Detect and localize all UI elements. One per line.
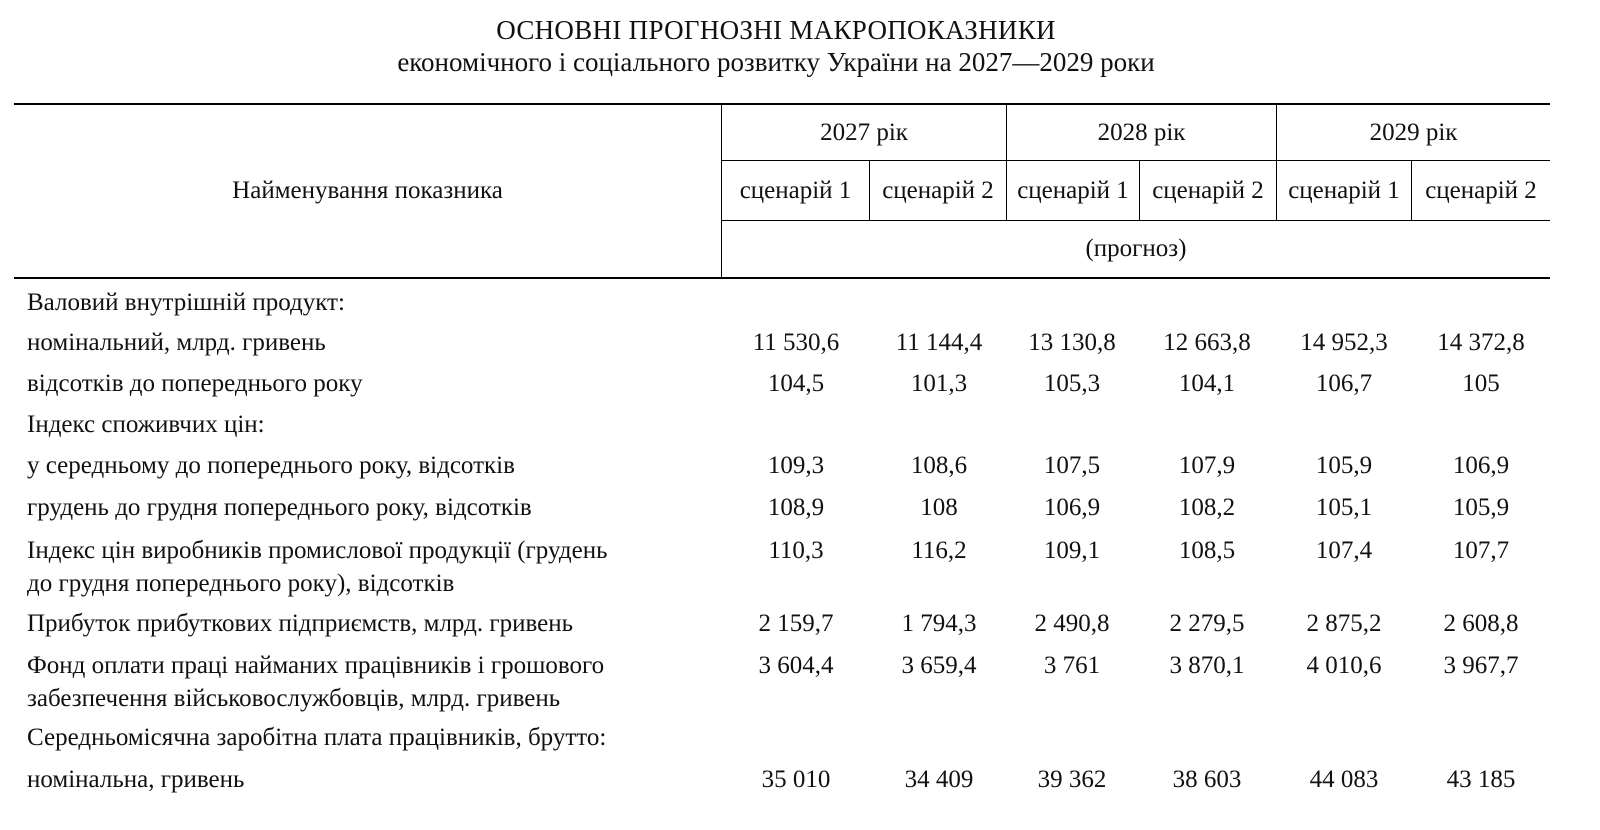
document-title: ОСНОВНІ ПРОГНОЗНІ МАКРОПОКАЗНИКИ xyxy=(496,15,1056,45)
value-cell: 108,9 xyxy=(767,494,825,521)
indicator-label: номінальний, млрд. гривень xyxy=(27,329,326,356)
value-cell: 106,7 xyxy=(1315,370,1373,397)
value-cell: 38 603 xyxy=(1172,766,1242,793)
value-cell: 11 530,6 xyxy=(752,329,840,356)
value-cell: 105,9 xyxy=(1452,494,1510,521)
column-header-year: 2029 рік xyxy=(1369,118,1458,146)
indicator-label: відсотків до попереднього року xyxy=(27,370,363,397)
value-cell: 14 952,3 xyxy=(1300,329,1388,356)
value-cell: 104,5 xyxy=(767,370,825,397)
column-header-scenario: сценарій 2 xyxy=(882,176,994,204)
indicator-label: Індекс споживчих цін: xyxy=(27,411,265,438)
indicator-label: Середньомісячна заробітна плата працівників, брутто: xyxy=(27,724,607,751)
column-header-name: Найменування показника xyxy=(232,177,503,204)
value-cell: 44 083 xyxy=(1309,766,1379,793)
value-cell: 3 604,4 xyxy=(758,652,834,679)
value-cell: 105 xyxy=(1462,370,1500,397)
header-bottom-rule xyxy=(14,277,1550,279)
value-cell: 107,4 xyxy=(1315,537,1373,564)
value-cell: 34 409 xyxy=(904,766,974,793)
indicator-label: у середньому до попереднього року, відсотків xyxy=(27,452,515,479)
value-cell: 3 659,4 xyxy=(901,652,977,679)
indicator-label: Валовий внутрішній продукт: xyxy=(27,289,345,316)
value-cell: 43 185 xyxy=(1446,766,1516,793)
value-cell: 105,1 xyxy=(1315,494,1373,521)
indicator-label: Фонд оплати праці найманих працівників і грошового xyxy=(27,652,605,679)
value-cell: 35 010 xyxy=(761,766,831,793)
value-cell: 107,9 xyxy=(1178,452,1236,479)
indicator-label: Прибуток прибуткових підприємств, млрд. гривень xyxy=(27,610,573,637)
column-header-scenario: сценарій 1 xyxy=(1288,176,1400,204)
value-cell: 2 875,2 xyxy=(1306,610,1382,637)
value-cell: 106,9 xyxy=(1043,494,1101,521)
value-cell: 108,5 xyxy=(1178,537,1236,564)
value-cell: 2 490,8 xyxy=(1034,610,1110,637)
value-cell: 108,2 xyxy=(1178,494,1236,521)
value-cell: 105,3 xyxy=(1043,370,1101,397)
indicator-label: грудень до грудня попереднього року, відсотків xyxy=(27,494,532,521)
value-cell: 13 130,8 xyxy=(1028,329,1116,356)
value-cell: 108 xyxy=(920,494,958,521)
indicator-label: забезпечення військовослужбовців, млрд. гривень xyxy=(27,685,561,712)
value-cell: 14 372,8 xyxy=(1437,329,1525,356)
value-cell: 104,1 xyxy=(1178,370,1236,397)
column-header-year: 2028 рік xyxy=(1097,118,1186,146)
value-cell: 105,9 xyxy=(1315,452,1373,479)
column-header-scenario: сценарій 1 xyxy=(739,176,852,204)
value-cell: 11 144,4 xyxy=(895,329,983,356)
value-cell: 39 362 xyxy=(1037,766,1107,793)
indicator-label: Індекс цін виробників промислової продукції (грудень xyxy=(27,537,608,564)
forecast-note: (прогноз) xyxy=(1085,235,1187,262)
document-subtitle: економічного і соціального розвитку України на 2027—2029 роки xyxy=(397,47,1155,77)
value-cell: 2 159,7 xyxy=(758,610,834,637)
indicator-label: номінальна, гривень xyxy=(27,766,245,793)
value-cell: 116,2 xyxy=(911,537,967,564)
value-cell: 107,5 xyxy=(1043,452,1101,479)
column-header-scenario: сценарій 2 xyxy=(1425,176,1537,204)
value-cell: 101,3 xyxy=(910,370,968,397)
column-header-scenario: сценарій 2 xyxy=(1152,176,1264,204)
value-cell: 12 663,8 xyxy=(1163,329,1251,356)
value-cell: 3 870,1 xyxy=(1169,652,1245,679)
value-cell: 106,9 xyxy=(1452,452,1510,479)
value-cell: 4 010,6 xyxy=(1306,652,1382,679)
value-cell: 2 608,8 xyxy=(1443,610,1519,637)
value-cell: 2 279,5 xyxy=(1169,610,1245,637)
value-cell: 108,6 xyxy=(910,452,968,479)
value-cell: 107,7 xyxy=(1452,537,1510,564)
value-cell: 3 967,7 xyxy=(1443,652,1519,679)
value-cell: 110,3 xyxy=(768,537,824,564)
value-cell: 109,1 xyxy=(1043,537,1101,564)
value-cell: 3 761 xyxy=(1043,652,1101,679)
indicator-label: до грудня попереднього року), відсотків xyxy=(27,570,455,597)
value-cell: 109,3 xyxy=(767,452,825,479)
column-header-scenario: сценарій 1 xyxy=(1017,176,1129,204)
value-cell: 1 794,3 xyxy=(901,610,977,637)
column-header-year: 2027 рік xyxy=(820,118,908,146)
